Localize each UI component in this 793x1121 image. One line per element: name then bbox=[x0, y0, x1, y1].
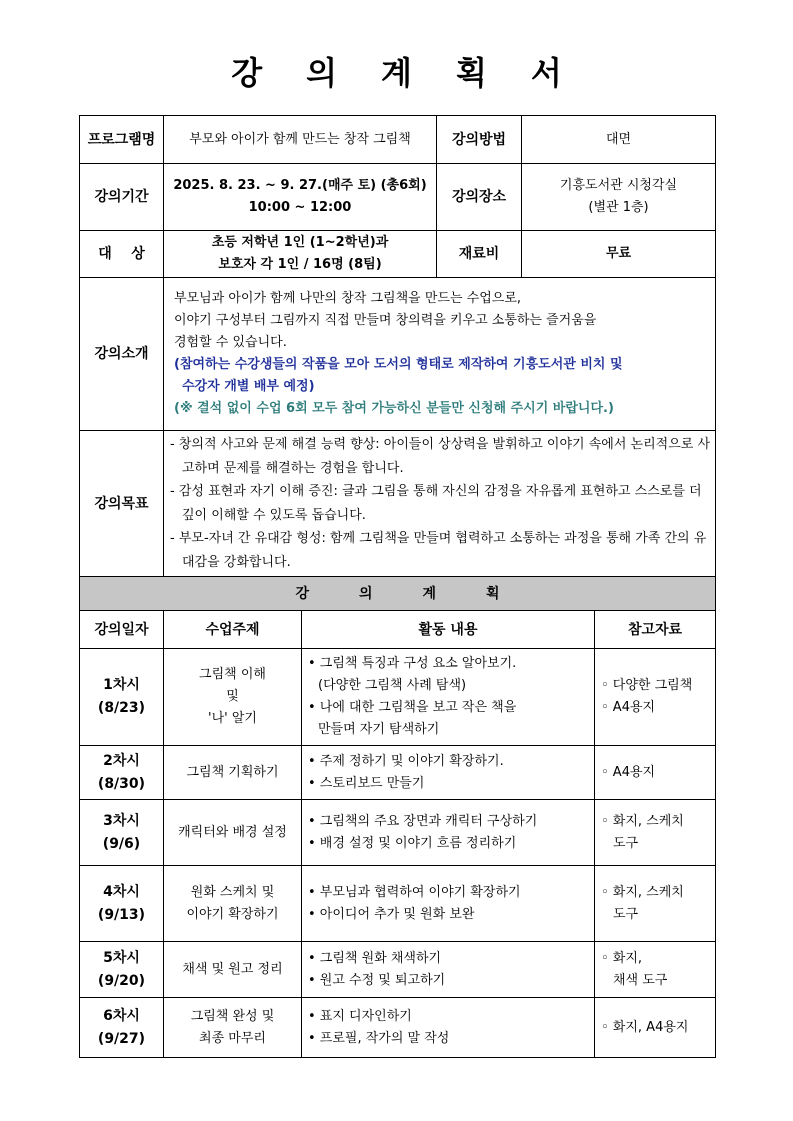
plan-heading: 강의계획 bbox=[80, 577, 716, 611]
session-number: 6차시 bbox=[103, 1007, 140, 1024]
table-row bbox=[80, 942, 716, 998]
topic-line: 그림책 기획하기 bbox=[186, 764, 279, 780]
activity-line: • 배경 설정 및 이야기 흐름 정리하기 bbox=[308, 835, 517, 851]
info-table bbox=[79, 115, 716, 611]
target-line-1: 초등 저학년 1인 (1~2학년)과 bbox=[211, 235, 389, 250]
period-line-2: 10:00 ~ 12:00 bbox=[248, 200, 352, 215]
table-row bbox=[80, 649, 716, 746]
activity-line: • 그림책 특징과 구성 요소 알아보기. bbox=[308, 656, 517, 671]
reference-line: ◦ 화지, 스케치 bbox=[601, 884, 684, 900]
table-row bbox=[80, 998, 716, 1058]
session-cell bbox=[80, 746, 164, 800]
intro-note-line-2: 수강자 개별 배부 예정) bbox=[182, 379, 315, 394]
session-number: 5차시 bbox=[103, 949, 140, 966]
program-label: 프로그램명 bbox=[80, 116, 164, 164]
reference-cell bbox=[595, 649, 716, 746]
activity-line: • 표지 디자인하기 bbox=[308, 1008, 412, 1024]
session-date: (9/20) bbox=[97, 972, 146, 989]
intro-content bbox=[164, 278, 716, 431]
intro-note-line-1: (참여하는 수강생들의 작품을 모아 도서의 형태로 제작하여 기흥도서관 비치 및 bbox=[174, 357, 623, 372]
activity-line: • 그림책의 주요 장면과 캐릭터 구상하기 bbox=[308, 813, 538, 829]
activity-line: • 그림책 원화 채색하기 bbox=[308, 950, 442, 966]
place-line-2: (별관 1층) bbox=[588, 200, 649, 215]
activity-line: • 원고 수정 및 퇴고하기 bbox=[308, 972, 446, 988]
table-row bbox=[80, 866, 716, 942]
topic-cell bbox=[164, 866, 302, 942]
target-line-2: 보호자 각 1인 / 16명 (8팀) bbox=[218, 257, 382, 272]
program-value: 부모와 아이가 함께 만드는 창작 그림책 bbox=[164, 116, 437, 164]
topic-cell bbox=[164, 998, 302, 1058]
topic-line: 이야기 확장하기 bbox=[186, 906, 279, 922]
topic-line: 그림책 이해 bbox=[199, 667, 266, 682]
session-date: (8/23) bbox=[97, 700, 146, 716]
reference-line: 채색 도구 bbox=[613, 972, 668, 988]
target-label: 대 상 bbox=[80, 231, 164, 278]
period-label: 강의기간 bbox=[80, 164, 164, 231]
intro-warning: (※ 결석 없이 수업 6회 모두 참여 가능하신 분들만 신청해 주시기 바랍니다.) bbox=[174, 401, 614, 416]
method-label: 강의방법 bbox=[437, 116, 522, 164]
place-label: 강의장소 bbox=[437, 164, 522, 231]
session-cell bbox=[80, 998, 164, 1058]
goal-item: - 부모-자녀 간 유대감 형성: 함께 그림책을 만들며 협력하고 소통하는 과정을 통해 가족 간의 유대감을 강화합니다. bbox=[170, 531, 707, 570]
header-activity: 활동 내용 bbox=[302, 611, 595, 649]
reference-cell bbox=[595, 800, 716, 866]
session-date: (8/30) bbox=[97, 775, 146, 792]
intro-line: 이야기 구성부터 그림까지 직접 만들며 창의력을 키우고 소통하는 즐거움을 bbox=[174, 313, 597, 328]
header-reference: 참고자료 bbox=[595, 611, 716, 649]
goal-item: - 창의적 사고와 문제 해결 능력 향상: 아이들이 상상력을 발휘하고 이야기 속에서 논리적으로 사고하며 문제를 해결하는 경험을 합니다. bbox=[170, 437, 710, 476]
activity-line: • 주제 정하기 및 이야기 확장하기. bbox=[308, 753, 504, 769]
fee-label: 재료비 bbox=[437, 231, 522, 278]
reference-line: ◦ 화지, bbox=[601, 950, 643, 966]
fee-value: 무료 bbox=[522, 231, 716, 278]
activity-line: • 나에 대한 그림책을 보고 작은 책을 bbox=[308, 700, 517, 715]
topic-line: 원화 스케치 및 bbox=[190, 884, 275, 900]
topic-cell bbox=[164, 746, 302, 800]
document-title: 강의계획서 bbox=[231, 54, 606, 92]
topic-cell bbox=[164, 942, 302, 998]
schedule-table bbox=[79, 610, 716, 1058]
session-number: 2차시 bbox=[103, 752, 140, 769]
topic-line: 그림책 완성 및 bbox=[190, 1008, 275, 1024]
method-value: 대면 bbox=[522, 116, 716, 164]
activity-cell bbox=[302, 998, 595, 1058]
place-value bbox=[522, 164, 716, 231]
reference-line: ◦ 화지, 스케치 bbox=[601, 813, 684, 829]
session-cell bbox=[80, 800, 164, 866]
topic-line: 최종 마무리 bbox=[199, 1030, 266, 1046]
reference-line: 도구 bbox=[613, 835, 639, 851]
reference-line: ◦ 다양한 그림책 bbox=[601, 678, 693, 693]
period-line-1: 2025. 8. 23. ~ 9. 27.(매주 토) (총6회) bbox=[173, 178, 427, 193]
intro-line: 경험할 수 있습니다. bbox=[174, 335, 287, 350]
activity-line: • 아이디어 추가 및 원화 보완 bbox=[308, 906, 475, 922]
activity-cell bbox=[302, 942, 595, 998]
reference-line: ◦ 화지, A4용지 bbox=[601, 1019, 689, 1035]
topic-cell bbox=[164, 649, 302, 746]
activity-cell bbox=[302, 866, 595, 942]
activity-line: (다양한 그림책 사례 탐색) bbox=[318, 678, 467, 693]
period-value bbox=[164, 164, 437, 231]
place-line-1: 기흥도서관 시청각실 bbox=[559, 178, 678, 193]
header-date: 강의일자 bbox=[80, 611, 164, 649]
session-date: (9/13) bbox=[97, 906, 146, 923]
goal-content bbox=[164, 431, 716, 577]
goal-item: - 감성 표현과 자기 이해 증진: 글과 그림을 통해 자신의 감정을 자유롭게 표현하고 스스로를 더 깊이 이해할 수 있도록 돕습니다. bbox=[170, 484, 702, 523]
header-topic: 수업주제 bbox=[164, 611, 302, 649]
session-number: 1차시 bbox=[103, 677, 140, 693]
session-cell bbox=[80, 649, 164, 746]
reference-line: ◦ A4용지 bbox=[601, 700, 656, 715]
topic-cell bbox=[164, 800, 302, 866]
session-date: (9/27) bbox=[97, 1030, 146, 1047]
session-number: 3차시 bbox=[103, 812, 140, 829]
activity-cell bbox=[302, 800, 595, 866]
table-row bbox=[80, 746, 716, 800]
activity-cell bbox=[302, 746, 595, 800]
session-date: (9/6) bbox=[102, 835, 141, 852]
activity-line: 만들며 자기 탐색하기 bbox=[318, 722, 440, 737]
reference-cell bbox=[595, 998, 716, 1058]
session-cell bbox=[80, 866, 164, 942]
goal-label: 강의목표 bbox=[80, 431, 164, 577]
intro-line: 부모님과 아이가 함께 나만의 창작 그림책을 만드는 수업으로, bbox=[174, 291, 522, 306]
reference-cell bbox=[595, 746, 716, 800]
reference-line: ◦ A4용지 bbox=[601, 764, 656, 780]
topic-line: 캐릭터와 배경 설정 bbox=[178, 824, 287, 840]
topic-line: 채색 및 원고 정리 bbox=[182, 961, 283, 977]
session-cell bbox=[80, 942, 164, 998]
activity-line: • 부모님과 협력하여 이야기 확장하기 bbox=[308, 884, 521, 900]
target-value bbox=[164, 231, 437, 278]
reference-line: 도구 bbox=[613, 906, 639, 922]
reference-cell bbox=[595, 866, 716, 942]
table-row bbox=[80, 800, 716, 866]
topic-line: 및 bbox=[226, 689, 239, 704]
activity-line: • 스토리보드 만들기 bbox=[308, 775, 425, 791]
activity-line: • 프로필, 작가의 말 작성 bbox=[308, 1030, 450, 1046]
activity-cell bbox=[302, 649, 595, 746]
intro-label: 강의소개 bbox=[80, 278, 164, 431]
reference-cell bbox=[595, 942, 716, 998]
session-number: 4차시 bbox=[103, 883, 140, 900]
topic-line: '나' 알기 bbox=[208, 711, 257, 726]
